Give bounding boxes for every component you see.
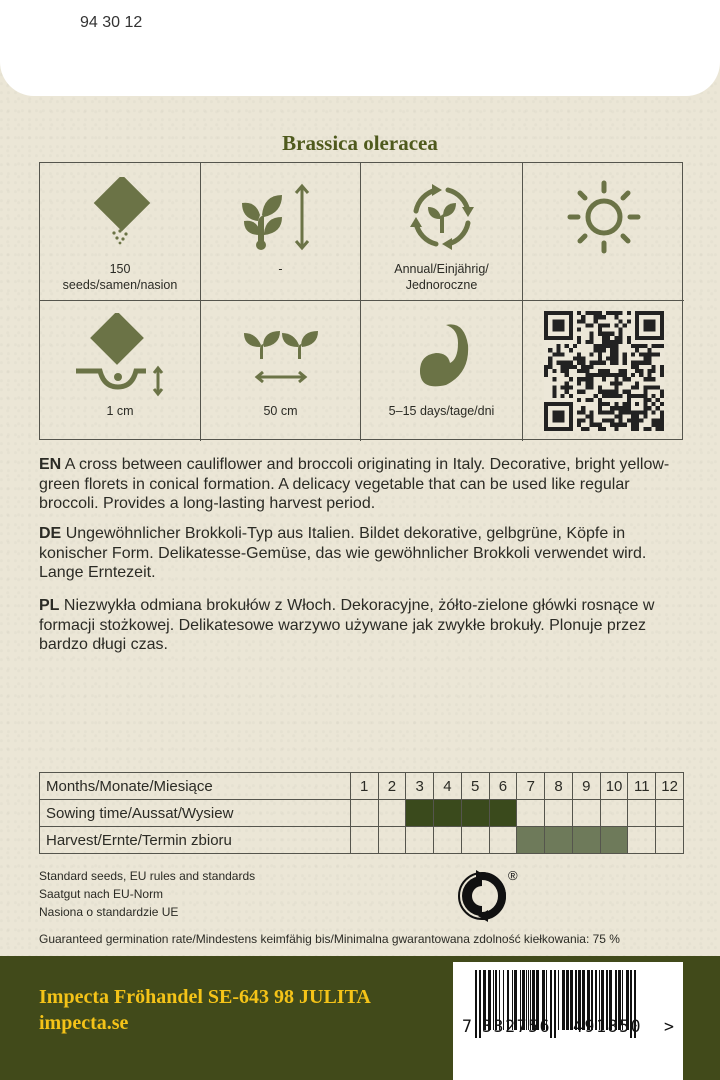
lifecycle-label: Annual/Einjährig/ Jednoroczne (394, 262, 489, 292)
cell-height (201, 163, 361, 301)
harvest-month-cell (628, 827, 656, 854)
company-website[interactable]: impecta.se (39, 1012, 129, 1034)
harvest-month-cell (545, 827, 573, 854)
month-number: 9 (572, 773, 600, 800)
sowing-month-cell (461, 800, 489, 827)
germination-rate: Guaranteed germination rate/Mindestens keimfähig bis/Minimalna gwarantowana zdolność kiełkowania: 75 % (39, 932, 620, 946)
sowing-month-cell (545, 800, 573, 827)
species-name: Brassica oleracea (282, 131, 438, 155)
seed-packet-icon (80, 177, 160, 247)
depth-label: 1 cm (106, 404, 134, 418)
month-number: 6 (489, 773, 517, 800)
calendar-harvest-row (40, 827, 684, 854)
germination-sprout-icon (402, 315, 482, 395)
sowing-month-cell (572, 800, 600, 827)
standard-line: Nasiona o standardzie UE (39, 905, 179, 919)
month-number: 10 (600, 773, 628, 800)
sowing-month-cell (628, 800, 656, 827)
sowing-month-cell (656, 800, 684, 827)
cell-depth (40, 301, 201, 441)
seed-standards (39, 867, 255, 921)
sowing-month-cell (350, 800, 378, 827)
sowing-month-cell (406, 800, 434, 827)
growing-calendar (39, 772, 684, 854)
sowing-month-cell (378, 800, 406, 827)
sowing-label: Sowing time/Aussat/Wysiew (40, 800, 351, 827)
month-number: 5 (461, 773, 489, 800)
harvest-month-cell (600, 827, 628, 854)
description-text: Niezwykła odmiana brokułów z Włoch. Dekoracyjne, żółto-zielone główki rosnące w formacji stożkowej. Delikatesowe warzywo używane jak zwykłe brokuły. Plonuje przez bardzo długi czas. (39, 597, 655, 653)
cell-sun (523, 163, 684, 301)
month-number: 2 (378, 773, 406, 800)
month-number: 3 (406, 773, 434, 800)
product-code: 94 30 12 (80, 14, 143, 31)
language-code: DE (39, 525, 62, 542)
sowing-month-cell (600, 800, 628, 827)
description-en (39, 455, 684, 514)
language-code: EN (39, 456, 62, 473)
plant-spacing-icon (236, 325, 326, 395)
svg-text:®: ® (508, 868, 518, 883)
harvest-label: Harvest/Ernte/Termin zbioru (40, 827, 351, 854)
harvest-month-cell (489, 827, 517, 854)
harvest-month-cell (656, 827, 684, 854)
standard-line: Saatgut nach EU-Norm (39, 887, 164, 901)
calendar-header-row (40, 773, 684, 800)
full-sun-icon (564, 177, 644, 257)
barcode-digits-right: 491850 (573, 1017, 643, 1036)
growing-info-grid (39, 162, 683, 440)
company-address: Impecta Fröhandel SE-643 98 JULITA (39, 986, 371, 1008)
month-number: 11 (628, 773, 656, 800)
seeds-label: 150 seeds/samen/nasion (62, 262, 178, 292)
month-number: 8 (545, 773, 573, 800)
qr-code-icon[interactable] (544, 311, 664, 431)
harvest-month-cell (461, 827, 489, 854)
harvest-month-cell (406, 827, 434, 854)
harvest-month-cell (378, 827, 406, 854)
sowing-month-cell (489, 800, 517, 827)
cell-seeds (40, 163, 201, 301)
plant-height-icon (236, 177, 326, 257)
month-number: 7 (517, 773, 545, 800)
cell-qr (523, 301, 684, 441)
harvest-month-cell (517, 827, 545, 854)
month-number: 12 (656, 773, 684, 800)
month-number: 1 (350, 773, 378, 800)
sowing-month-cell (517, 800, 545, 827)
barcode-digits-left: 332756 (482, 1017, 552, 1036)
harvest-month-cell (434, 827, 462, 854)
germination-label: 5–15 days/tage/dni (388, 404, 495, 418)
description-pl (39, 596, 684, 655)
height-label: - (278, 262, 283, 276)
standard-line: Standard seeds, EU rules and standards (39, 869, 256, 883)
company-info (39, 984, 371, 1036)
months-header: Months/Monate/Miesiące (40, 773, 351, 800)
description-text: A cross between cauliflower and broccoli originating in Italy. Decorative, bright yellow-green florets in conical formation. A delicacy vegetable that can be used like regular broccoli. Provides a long-lasting harvest period. (39, 456, 670, 512)
harvest-month-cell (572, 827, 600, 854)
annual-cycle-icon (402, 177, 482, 257)
language-code: PL (39, 597, 60, 614)
cell-spacing (201, 301, 361, 441)
spacing-label: 50 cm (263, 404, 298, 418)
description-de (39, 524, 684, 583)
cell-germination (361, 301, 523, 441)
description-text: Ungewöhnlicher Brokkoli-Typ aus Italien. Bildet dekorative, gelbgrüne, Köpfe in konischer Form. Delikatesse-Gemüse, das wie gewöhnlicher Brokkoli verwendet wird. Lange Erntezeit. (39, 525, 647, 581)
green-dot-recycle-icon (458, 868, 528, 924)
sowing-month-cell (434, 800, 462, 827)
calendar-sowing-row (40, 800, 684, 827)
cell-lifecycle (361, 163, 523, 301)
barcode-end-marker: > (664, 1017, 674, 1036)
harvest-month-cell (350, 827, 378, 854)
barcode-digit-first: 7 (462, 1017, 472, 1036)
month-number: 4 (434, 773, 462, 800)
sowing-depth-icon (70, 313, 170, 399)
